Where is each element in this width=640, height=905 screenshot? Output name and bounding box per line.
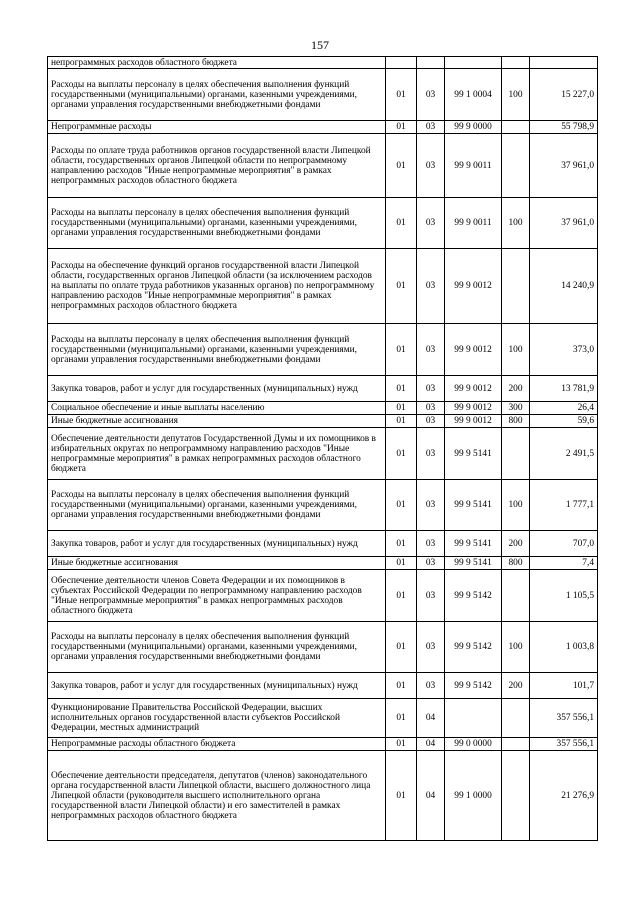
target-article-cell: 99 9 5141 xyxy=(445,428,502,480)
target-article-cell xyxy=(445,699,502,738)
section-code-cell: 01 xyxy=(386,198,417,249)
row-name-cell: Обеспечение деятельности членов Совета Федерации и их помощников в субъектах Российской Федерации по непрограммному направлению расходов "Иные непрограммные мероприятия" в рамках непрограммных расходов областного бюджета xyxy=(48,570,386,622)
amount-cell: 37 961,0 xyxy=(530,134,598,198)
subsection-code-cell: 03 xyxy=(417,673,445,699)
row-name-cell: Непрограммные расходы областного бюджета xyxy=(48,738,386,751)
amount-cell: 21 276,9 xyxy=(530,751,598,841)
section-code-cell: 01 xyxy=(386,121,417,134)
table-row xyxy=(48,121,598,134)
row-name-cell: непрограммных расходов областного бюджета xyxy=(48,57,386,69)
table-row xyxy=(48,570,598,622)
expense-type-cell: 100 xyxy=(502,480,530,531)
page-number: 157 xyxy=(311,38,329,52)
expense-type-cell: 800 xyxy=(502,415,530,428)
expense-type-cell xyxy=(502,570,530,622)
subsection-code-cell: 03 xyxy=(417,480,445,531)
section-code-cell: 01 xyxy=(386,249,417,324)
row-name-cell: Закупка товаров, работ и услуг для государственных (муниципальных) нужд xyxy=(48,531,386,557)
table-row xyxy=(48,415,598,428)
table-row xyxy=(48,249,598,324)
target-article-cell: 99 9 5142 xyxy=(445,622,502,673)
expense-type-cell xyxy=(502,699,530,738)
row-name-cell: Закупка товаров, работ и услуг для государственных (муниципальных) нужд xyxy=(48,673,386,699)
target-article-cell: 99 9 0012 xyxy=(445,415,502,428)
amount-cell: 55 798,9 xyxy=(530,121,598,134)
expense-type-cell xyxy=(502,428,530,480)
amount-cell: 2 491,5 xyxy=(530,428,598,480)
table-row xyxy=(48,751,598,841)
section-code-cell: 01 xyxy=(386,134,417,198)
section-code-cell: 01 xyxy=(386,673,417,699)
expense-type-cell: 200 xyxy=(502,376,530,402)
target-article-cell: 99 9 5141 xyxy=(445,531,502,557)
amount-cell: 14 240,9 xyxy=(530,249,598,324)
section-code-cell: 01 xyxy=(386,699,417,738)
row-name-cell: Расходы на выплаты персоналу в целях обеспечения выполнения функций государственными (муниципальными) органами, казенными учреждениями, органами управления государственными внебюджетными фондами xyxy=(48,622,386,673)
amount-cell: 101,7 xyxy=(530,673,598,699)
row-name-cell: Расходы на выплаты персоналу в целях обеспечения выполнения функций государственными (муниципальными) органами, казенными учреждениями, органами управления государственными внебюджетными фондами xyxy=(48,69,386,121)
subsection-code-cell xyxy=(417,57,445,69)
subsection-code-cell: 03 xyxy=(417,531,445,557)
row-name-cell: Функционирование Правительства Российской Федерации, высших исполнительных органов государственной власти субъектов Российской Федерации, местных администраций xyxy=(48,699,386,738)
target-article-cell: 99 9 0011 xyxy=(445,198,502,249)
expense-type-cell xyxy=(502,121,530,134)
amount-cell: 357 556,1 xyxy=(530,738,598,751)
table-row xyxy=(48,198,598,249)
subsection-code-cell: 03 xyxy=(417,376,445,402)
section-code-cell: 01 xyxy=(386,570,417,622)
target-article-cell: 99 1 0000 xyxy=(445,751,502,841)
section-code-cell: 01 xyxy=(386,324,417,376)
target-article-cell: 99 9 0012 xyxy=(445,376,502,402)
section-code-cell: 01 xyxy=(386,415,417,428)
target-article-cell: 99 1 0004 xyxy=(445,69,502,121)
amount-cell: 1 777,1 xyxy=(530,480,598,531)
subsection-code-cell: 03 xyxy=(417,415,445,428)
row-name-cell: Социальное обеспечение и иные выплаты населению xyxy=(48,402,386,415)
expense-type-cell: 200 xyxy=(502,673,530,699)
amount-cell: 357 556,1 xyxy=(530,699,598,738)
amount-cell: 373,0 xyxy=(530,324,598,376)
amount-cell: 59,6 xyxy=(530,415,598,428)
expense-type-cell xyxy=(502,738,530,751)
row-name-cell: Расходы на выплаты персоналу в целях обеспечения выполнения функций государственными (муниципальными) органами, казенными учреждениями, органами управления государственными внебюджетными фондами xyxy=(48,198,386,249)
expense-type-cell: 200 xyxy=(502,531,530,557)
section-code-cell xyxy=(386,57,417,69)
table-row xyxy=(48,134,598,198)
table-row xyxy=(48,402,598,415)
subsection-code-cell: 03 xyxy=(417,69,445,121)
amount-cell: 37 961,0 xyxy=(530,198,598,249)
section-code-cell: 01 xyxy=(386,428,417,480)
target-article-cell: 99 9 5142 xyxy=(445,673,502,699)
section-code-cell: 01 xyxy=(386,751,417,841)
expense-type-cell xyxy=(502,134,530,198)
subsection-code-cell: 03 xyxy=(417,557,445,570)
expense-type-cell: 800 xyxy=(502,557,530,570)
table-row xyxy=(48,57,598,69)
section-code-cell: 01 xyxy=(386,531,417,557)
row-name-cell: Закупка товаров, работ и услуг для государственных (муниципальных) нужд xyxy=(48,376,386,402)
section-code-cell: 01 xyxy=(386,402,417,415)
target-article-cell: 99 9 5142 xyxy=(445,570,502,622)
row-name-cell: Непрограммные расходы xyxy=(48,121,386,134)
subsection-code-cell: 03 xyxy=(417,121,445,134)
amount-cell: 13 781,9 xyxy=(530,376,598,402)
subsection-code-cell: 03 xyxy=(417,249,445,324)
section-code-cell: 01 xyxy=(386,622,417,673)
subsection-code-cell: 03 xyxy=(417,570,445,622)
amount-cell: 15 227,0 xyxy=(530,69,598,121)
row-name-cell: Расходы на выплаты персоналу в целях обеспечения выполнения функций государственными (муниципальными) органами, казенными учреждениями, органами управления государственными внебюджетными фондами xyxy=(48,324,386,376)
expense-type-cell: 100 xyxy=(502,324,530,376)
row-name-cell: Иные бюджетные ассигнования xyxy=(48,415,386,428)
table-row xyxy=(48,673,598,699)
expense-type-cell xyxy=(502,751,530,841)
target-article-cell: 99 9 5141 xyxy=(445,557,502,570)
row-name-cell: Иные бюджетные ассигнования xyxy=(48,557,386,570)
amount-cell: 7,4 xyxy=(530,557,598,570)
expense-type-cell: 100 xyxy=(502,69,530,121)
table-row xyxy=(48,557,598,570)
table-row xyxy=(48,428,598,480)
table-row xyxy=(48,69,598,121)
section-code-cell: 01 xyxy=(386,69,417,121)
row-name-cell: Обеспечение деятельности председателя, депутатов (членов) законодательного органа государственной власти Липецкой области, высшего должностного лица Липецкой области (руководителя высшего исполнительного органа государственной власти Липецкой области) и его заместителей в рамках непрограммных расходов областного бюджета xyxy=(48,751,386,841)
table-row xyxy=(48,324,598,376)
subsection-code-cell: 04 xyxy=(417,751,445,841)
amount-cell: 26,4 xyxy=(530,402,598,415)
target-article-cell: 99 9 5141 xyxy=(445,480,502,531)
target-article-cell: 99 9 0012 xyxy=(445,249,502,324)
subsection-code-cell: 04 xyxy=(417,699,445,738)
expense-type-cell xyxy=(502,249,530,324)
expense-type-cell xyxy=(502,57,530,69)
budget-table xyxy=(47,56,598,841)
row-name-cell: Обеспечение деятельности депутатов Государственной Думы и их помощников в избирательных округах по непрограммному направлению расходов "Иные непрограммные мероприятия" в рамках непрограммных расходов областного бюджета xyxy=(48,428,386,480)
table-row xyxy=(48,480,598,531)
row-name-cell: Расходы по оплате труда работников органов государственной власти Липецкой области, государственных органов Липецкой области по непрограммному направлению расходов "Иные непрограммные мероприятия" в рамках непрограммных расходов областного бюджета xyxy=(48,134,386,198)
section-code-cell: 01 xyxy=(386,480,417,531)
expense-type-cell: 100 xyxy=(502,198,530,249)
table-row xyxy=(48,376,598,402)
section-code-cell: 01 xyxy=(386,376,417,402)
subsection-code-cell: 03 xyxy=(417,428,445,480)
subsection-code-cell: 03 xyxy=(417,134,445,198)
table-row xyxy=(48,622,598,673)
amount-cell: 1 105,5 xyxy=(530,570,598,622)
table-row xyxy=(48,699,598,738)
subsection-code-cell: 03 xyxy=(417,324,445,376)
section-code-cell: 01 xyxy=(386,557,417,570)
target-article-cell: 99 0 0000 xyxy=(445,738,502,751)
target-article-cell xyxy=(445,57,502,69)
target-article-cell: 99 9 0012 xyxy=(445,324,502,376)
subsection-code-cell: 03 xyxy=(417,198,445,249)
budget-table-body xyxy=(48,57,598,841)
expense-type-cell: 300 xyxy=(502,402,530,415)
amount-cell: 1 003,8 xyxy=(530,622,598,673)
amount-cell: 707,0 xyxy=(530,531,598,557)
table-row xyxy=(48,738,598,751)
target-article-cell: 99 9 0012 xyxy=(445,402,502,415)
target-article-cell: 99 9 0011 xyxy=(445,134,502,198)
section-code-cell: 01 xyxy=(386,738,417,751)
expense-type-cell: 100 xyxy=(502,622,530,673)
row-name-cell: Расходы на обеспечение функций органов государственной власти Липецкой области, государственных органов Липецкой области (за исключением расходов на выплаты по оплате труда работников указанных органов) по непрограммному направлению расходов "Иные непрограммные мероприятия" в рамках непрограммных расходов областного бюджета xyxy=(48,249,386,324)
subsection-code-cell: 03 xyxy=(417,622,445,673)
subsection-code-cell: 04 xyxy=(417,738,445,751)
target-article-cell: 99 9 0000 xyxy=(445,121,502,134)
subsection-code-cell: 03 xyxy=(417,402,445,415)
amount-cell xyxy=(530,57,598,69)
row-name-cell: Расходы на выплаты персоналу в целях обеспечения выполнения функций государственными (муниципальными) органами, казенными учреждениями, органами управления государственными внебюджетными фондами xyxy=(48,480,386,531)
table-row xyxy=(48,531,598,557)
